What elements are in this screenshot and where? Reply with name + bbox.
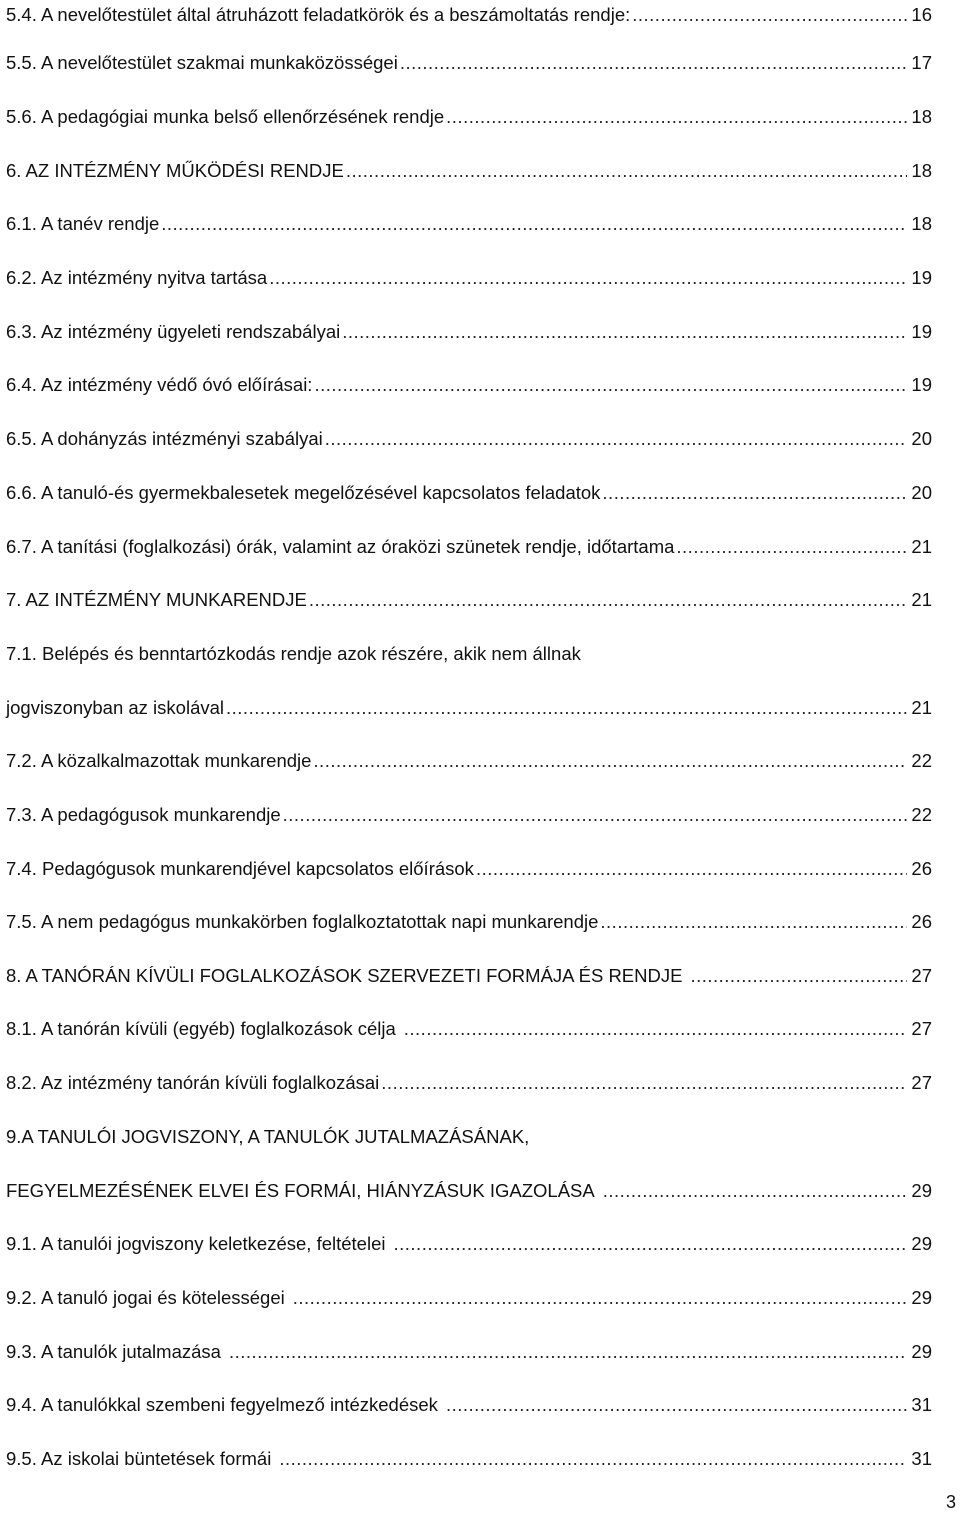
toc-entry-page: 29: [911, 1287, 932, 1308]
toc-entry-page: 22: [911, 804, 932, 825]
toc-entry-label: 6.2. Az intézmény nyitva tartása: [6, 267, 268, 288]
toc-entry[interactable]: [6, 424, 932, 454]
toc-entry-page: 18: [911, 213, 932, 234]
toc-entry[interactable]: [6, 1176, 932, 1206]
dot-leader: [313, 746, 907, 776]
toc-entry-page: 27: [911, 1072, 932, 1093]
toc-entry[interactable]: [6, 1337, 932, 1367]
dot-leader: [381, 1068, 907, 1098]
toc-entry-page: 18: [911, 160, 932, 181]
toc-entry-label: 8. A TANÓRÁN KÍVÜLI FOGLALKOZÁSOK SZERVEZETI FORMÁJA ÉS RENDJE: [6, 965, 683, 986]
toc-entry-label: 5.5. A nevelőtestület szakmai munkaközösségei: [6, 52, 398, 73]
toc-entry[interactable]: [6, 746, 932, 776]
toc-entry[interactable]: [6, 263, 932, 293]
toc-entry-label[interactable]: 9.A TANULÓI JOGVISZONY, A TANULÓK JUTALMAZÁSÁNAK,: [6, 1126, 530, 1147]
dot-leader: [446, 1390, 907, 1420]
toc-entry-label: 6.4. Az intézmény védő óvó előírásai:: [6, 374, 313, 395]
toc-entry-label: 8.2. Az intézmény tanórán kívüli foglalkozásai: [6, 1072, 380, 1093]
toc-entry[interactable]: [6, 1444, 932, 1474]
toc-entry[interactable]: [6, 1068, 932, 1098]
toc-entry-page: 21: [911, 536, 932, 557]
toc-entry[interactable]: [6, 48, 932, 78]
toc-entry-label-continuation: FEGYELMEZÉSÉNEK ELVEI ÉS FORMÁI, HIÁNYZÁSUK IGAZOLÁSA: [6, 1180, 595, 1201]
dot-leader: [690, 961, 907, 991]
toc-entry-label: 5.4. A nevelőtestület által átruházott feladatkörök és a beszámoltatás rendje:: [6, 4, 631, 25]
dot-leader: [404, 1014, 908, 1044]
dot-leader: [229, 1337, 907, 1367]
toc-entry[interactable]: [6, 102, 932, 132]
toc-entry-label: 8.1. A tanórán kívüli (egyéb) foglalkozások célja: [6, 1018, 396, 1039]
page-number: 3: [945, 1492, 956, 1512]
toc-entry[interactable]: [6, 693, 932, 723]
toc-entry-label: 6.5. A dohányzás intézményi szabályai: [6, 428, 323, 449]
toc-entry-label: 6.1. A tanév rendje: [6, 213, 160, 234]
dot-leader: [600, 907, 907, 937]
toc-entry-page: 20: [911, 428, 932, 449]
toc-entry[interactable]: [6, 961, 932, 991]
toc-entry-label: 7.4. Pedagógusok munkarendjével kapcsolatos előírások: [6, 858, 474, 879]
toc-entry[interactable]: [6, 800, 932, 830]
toc-entry-label: 6. AZ INTÉZMÉNY MŰKÖDÉSI RENDJE: [6, 160, 344, 181]
dot-leader: [394, 1229, 908, 1259]
dot-leader: [279, 1444, 907, 1474]
toc-entry[interactable]: [6, 370, 932, 400]
dot-leader: [400, 48, 908, 78]
toc-entry-page: 19: [911, 321, 932, 342]
toc-entry-label: 7.3. A pedagógusok munkarendje: [6, 804, 281, 825]
toc-entry[interactable]: [6, 532, 932, 562]
toc-entry-page: 26: [911, 911, 932, 932]
toc-entry[interactable]: [6, 209, 932, 239]
toc-entry-page: 29: [911, 1180, 932, 1201]
toc-entry-label-continuation: jogviszonyban az iskolával: [6, 697, 225, 718]
toc-entry-page: 18: [911, 106, 932, 127]
toc-entry-page: 29: [911, 1233, 932, 1254]
dot-leader: [632, 0, 907, 30]
dot-leader: [346, 156, 908, 186]
toc-entry-label: 6.6. A tanuló-és gyermekbalesetek megelőzésével kapcsolatos feladatok: [6, 482, 601, 503]
toc-entry[interactable]: [6, 0, 932, 30]
dot-leader: [676, 532, 907, 562]
dot-leader: [602, 478, 907, 508]
toc-entry-label: 7. AZ INTÉZMÉNY MUNKARENDJE: [6, 589, 307, 610]
dot-leader: [603, 1176, 908, 1206]
toc-entry-label: 7.2. A közalkalmazottak munkarendje: [6, 750, 312, 771]
toc-entry[interactable]: [6, 1229, 932, 1259]
toc-entry-page: 31: [911, 1394, 932, 1415]
toc-entry-page: 21: [911, 697, 932, 718]
toc-entry-label: 9.4. A tanulókkal szembeni fegyelmező intézkedések: [6, 1394, 438, 1415]
toc-entry[interactable]: [6, 317, 932, 347]
toc-entry-page: 29: [911, 1341, 932, 1362]
toc-entry[interactable]: [6, 907, 932, 937]
toc-entry-page: 16: [911, 4, 932, 25]
dot-leader: [476, 854, 907, 884]
toc-entry-page: 22: [911, 750, 932, 771]
toc-entry-page: 31: [911, 1448, 932, 1469]
toc-entry-page: 19: [911, 267, 932, 288]
dot-leader: [325, 424, 908, 454]
dot-leader: [293, 1283, 908, 1313]
toc-entry-page: 21: [911, 589, 932, 610]
dot-leader: [161, 209, 907, 239]
toc-entry-label[interactable]: 7.1. Belépés és benntartózkodás rendje azok részére, akik nem állnak: [6, 643, 581, 664]
toc-entry-label: 9.5. Az iskolai büntetések formái: [6, 1448, 272, 1469]
toc-entry-page: 27: [911, 965, 932, 986]
toc-entry-label: 9.3. A tanulók jutalmazása: [6, 1341, 221, 1362]
dot-leader: [269, 263, 907, 293]
toc-entry-page: 17: [911, 52, 932, 73]
dot-leader: [226, 693, 907, 723]
toc-entry-page: 27: [911, 1018, 932, 1039]
toc-entry-label: 9.1. A tanulói jogviszony keletkezése, feltételei: [6, 1233, 386, 1254]
toc-entry-label: 7.5. A nem pedagógus munkakörben foglalkoztatottak napi munkarendje: [6, 911, 599, 932]
toc-entry-page: 20: [911, 482, 932, 503]
dot-leader: [309, 585, 908, 615]
toc-entry[interactable]: [6, 478, 932, 508]
toc-entry-label: 6.3. Az intézmény ügyeleti rendszabályai: [6, 321, 341, 342]
toc-entry-label: 9.2. A tanuló jogai és kötelességei: [6, 1287, 285, 1308]
toc-entry-label: 5.6. A pedagógiai munka belső ellenőrzésének rendje: [6, 106, 445, 127]
toc-entry-page: 19: [911, 374, 932, 395]
toc-entry[interactable]: [6, 1390, 932, 1420]
toc-entry[interactable]: [6, 585, 932, 615]
toc-entry[interactable]: [6, 854, 932, 884]
toc-entry[interactable]: [6, 1283, 932, 1313]
dot-leader: [342, 317, 907, 347]
dot-leader: [283, 800, 908, 830]
toc-entry[interactable]: [6, 156, 932, 186]
toc-entry[interactable]: [6, 1014, 932, 1044]
dot-leader: [446, 102, 907, 132]
toc-entry-label: 6.7. A tanítási (foglalkozási) órák, valamint az óraközi szünetek rendje, időtartama: [6, 536, 675, 557]
toc-entry-page: 26: [911, 858, 932, 879]
dot-leader: [314, 370, 907, 400]
